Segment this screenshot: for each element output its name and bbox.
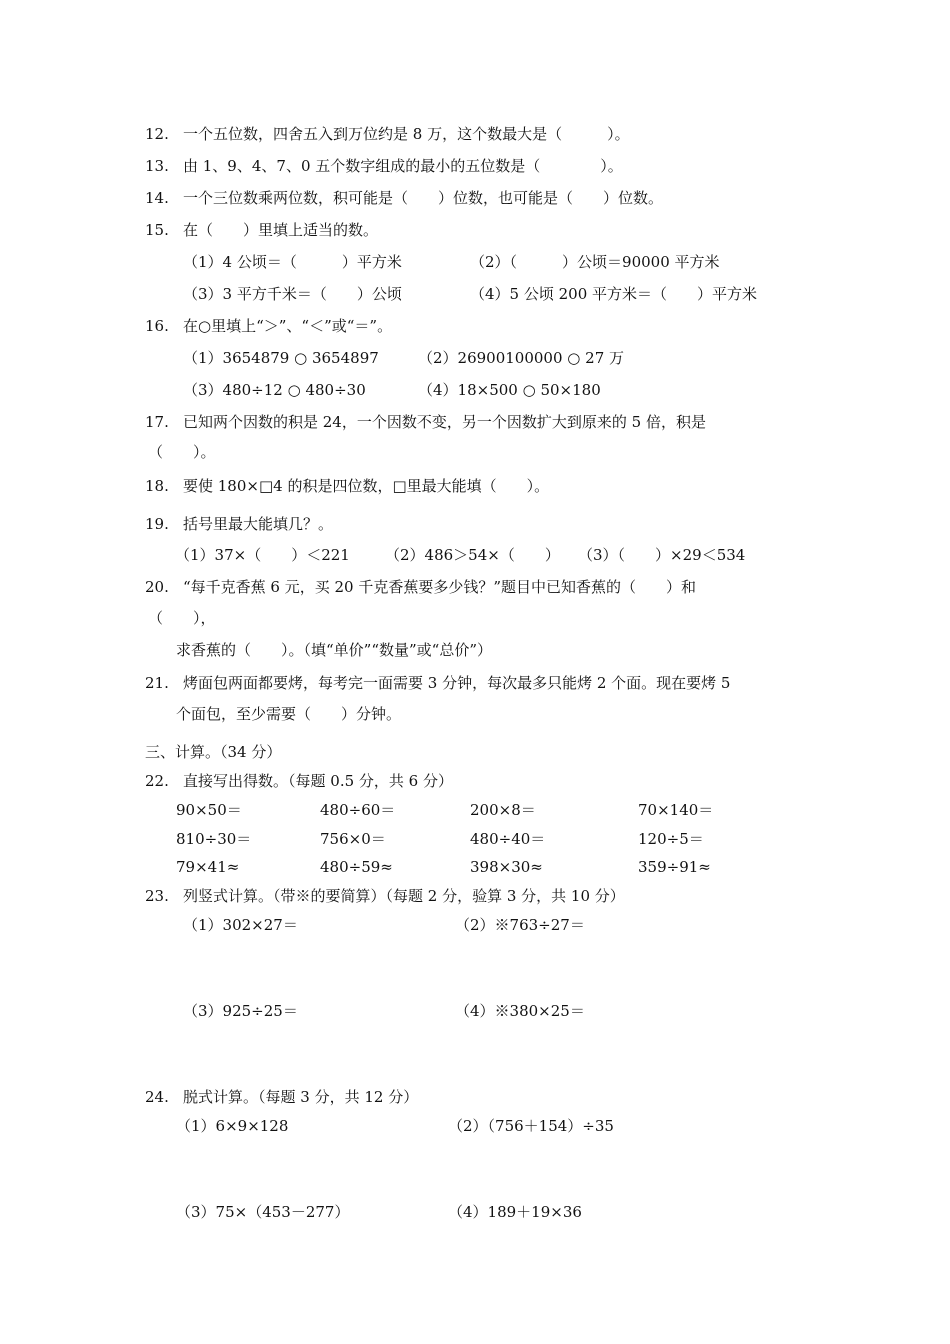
q19-part-2: （2）486＞54×（ ）: [385, 546, 560, 564]
q15-part-3: （3）3 平方千米＝（ ）公顷: [183, 285, 402, 303]
q16-part-4: （4）18×500 ○ 50×180: [418, 381, 601, 399]
q17-continuation: （ ）。: [148, 443, 216, 461]
question-text: 烤面包两面都要烤，每考完一面需要 3 分钟，每次最多只能烤 2 个面。现在要烤 5: [183, 674, 731, 692]
question-number: 15.: [145, 221, 169, 239]
calc-cell: 359÷91≈: [638, 858, 711, 876]
question-15: [145, 220, 378, 240]
calc-cell: 120÷5＝: [638, 830, 704, 848]
question-number: 17.: [145, 413, 169, 431]
section-3-heading: 三、计算。（34 分）: [145, 743, 282, 761]
question-number: 14.: [145, 189, 169, 207]
question-text: “每千克香蕉 6 元，买 20 千克香蕉要多少钱？”题目中已知香蕉的（ ）和: [183, 578, 697, 596]
question-number: 23.: [145, 887, 169, 905]
question-number: 12.: [145, 125, 169, 143]
q19-part-1: （1）37×（ ）＜221: [175, 546, 350, 564]
question-24: [145, 1087, 418, 1107]
q24-part-4: （4）189＋19×36: [448, 1203, 582, 1221]
question-17: [145, 412, 706, 432]
calc-cell: 810÷30＝: [176, 830, 252, 848]
question-text: 列竖式计算。（带※的要简算）（每题 2 分，验算 3 分，共 10 分）: [183, 887, 625, 905]
calc-cell: 480÷60＝: [320, 801, 396, 819]
question-text: 由 1、9、4、7、0 五个数字组成的最小的五位数是（ ）。: [183, 157, 623, 175]
calc-cell: 480÷59≈: [320, 858, 393, 876]
q23-part-2: （2）※763÷27＝: [455, 916, 585, 934]
question-20: [145, 577, 696, 597]
q24-part-3: （3）75×（453－277）: [176, 1203, 350, 1221]
calc-cell: 70×140＝: [638, 801, 714, 819]
calc-cell: 398×30≈: [470, 858, 543, 876]
q16-part-1: （1）3654879 ○ 3654897: [183, 349, 379, 367]
question-text: 括号里最大能填几？。: [183, 515, 334, 533]
question-number: 20.: [145, 578, 169, 596]
q15-part-2: （2）（ ）公顷＝90000 平方米: [470, 253, 720, 271]
question-number: 24.: [145, 1088, 169, 1106]
calc-cell: 200×8＝: [470, 801, 536, 819]
q19-part-3: （3）（ ）×29＜534: [578, 546, 746, 564]
q15-part-4: （4）5 公顷 200 平方米＝（ ）平方米: [470, 285, 758, 303]
q16-part-3: （3）480÷12 ○ 480÷30: [183, 381, 366, 399]
q20-continuation-2: 求香蕉的（ ）。（填“单价”“数量”或“总价”）: [176, 641, 493, 659]
question-text: 要使 180×□4 的积是四位数，□里最大能填（ ）。: [183, 477, 550, 495]
calc-cell: 756×0＝: [320, 830, 386, 848]
q23-part-4: （4）※380×25＝: [455, 1002, 585, 1020]
q24-part-2: （2）（756＋154）÷35: [448, 1117, 614, 1135]
question-22: [145, 771, 453, 791]
calc-cell: 90×50＝: [176, 801, 242, 819]
q21-continuation: 个面包，至少需要（ ）分钟。: [176, 705, 402, 723]
question-text: 在○里填上“＞”、“＜”或“＝”。: [183, 317, 393, 335]
q16-part-2: （2）26900100000 ○ 27 万: [418, 349, 625, 367]
calc-cell: 480÷40＝: [470, 830, 546, 848]
question-16: [145, 316, 392, 336]
q15-part-1: （1）4 公顷＝（ ）平方米: [183, 253, 402, 271]
question-number: 22.: [145, 772, 169, 790]
question-number: 21.: [145, 674, 169, 692]
q24-part-1: （1）6×9×128: [176, 1117, 289, 1135]
question-text: 脱式计算。（每题 3 分，共 12 分）: [183, 1088, 419, 1106]
question-number: 19.: [145, 515, 169, 533]
question-number: 16.: [145, 317, 169, 335]
question-23: [145, 886, 625, 906]
question-21: [145, 673, 730, 693]
q23-part-1: （1）302×27＝: [183, 916, 298, 934]
question-text: 直接写出得数。（每题 0.5 分，共 6 分）: [183, 772, 453, 790]
question-14: [145, 188, 663, 208]
question-number: 18.: [145, 477, 169, 495]
question-text: 一个三位数乘两位数，积可能是（ ）位数，也可能是（ ）位数。: [183, 189, 664, 207]
q23-part-3: （3）925÷25＝: [183, 1002, 298, 1020]
question-number: 13.: [145, 157, 169, 175]
q20-continuation-1: （ ），: [148, 609, 216, 627]
calc-cell: 79×41≈: [176, 858, 240, 876]
question-19: [145, 514, 333, 534]
question-12: [145, 124, 630, 144]
question-text: 在（ ）里填上适当的数。: [183, 221, 379, 239]
question-13: [145, 156, 623, 176]
question-text: 一个五位数，四舍五入到万位约是 8 万，这个数最大是（ ）。: [183, 125, 630, 143]
question-text: 已知两个因数的积是 24，一个因数不变，另一个因数扩大到原来的 5 倍，积是: [183, 413, 706, 431]
question-18: [145, 476, 549, 496]
